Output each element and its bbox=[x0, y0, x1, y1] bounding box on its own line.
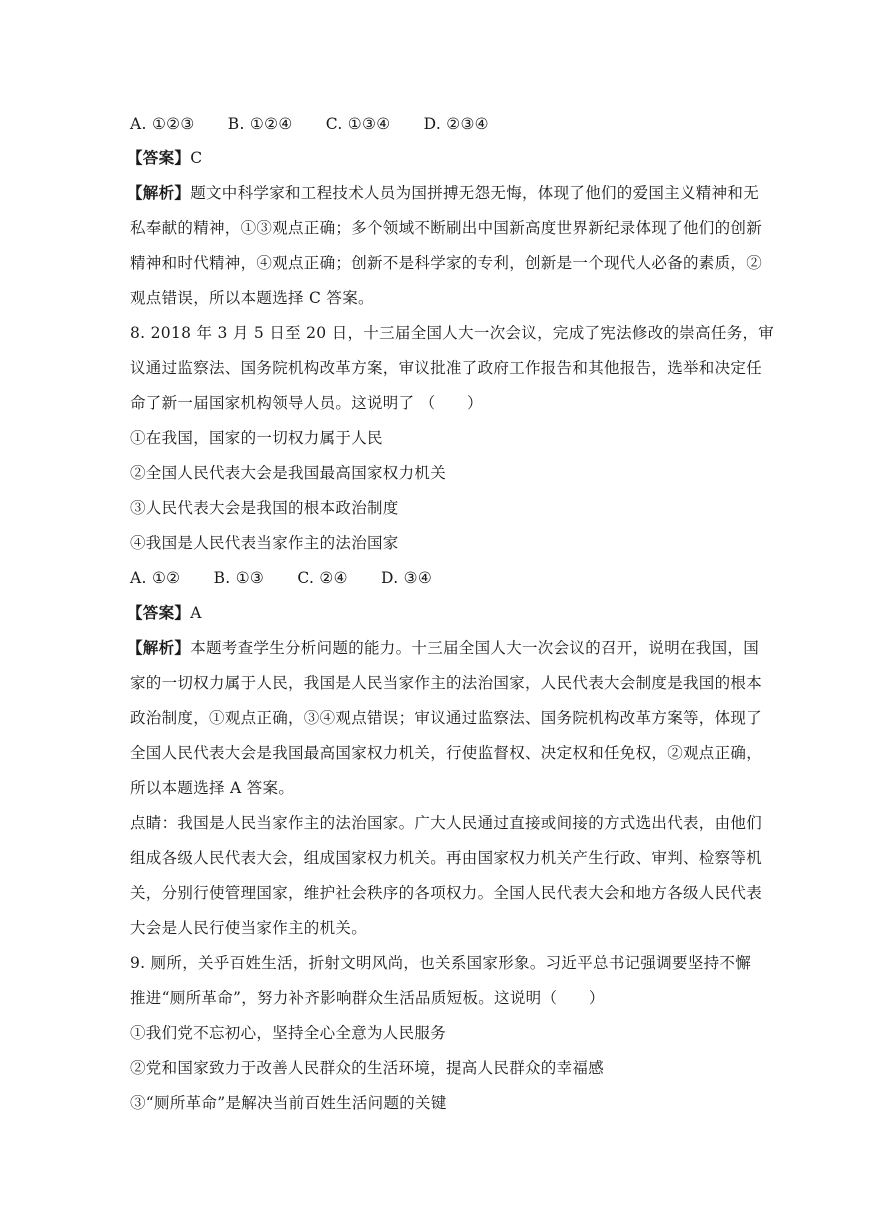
q8-stem-line-1: 8. 2018 年 3 月 5 日至 20 日，十三届全国人大一次会议，完成了宪法修改的崇高任务，审 bbox=[130, 324, 775, 342]
q8-option-c: C. ②④ bbox=[297, 569, 348, 587]
q7-answer-value: C bbox=[190, 149, 203, 167]
q8-statement-4: ④我国是人民代表当家作主的法治国家 bbox=[130, 534, 399, 552]
q7-option-b: B. ①②④ bbox=[227, 115, 293, 133]
q7-analysis-line-2: 私奉献的精神，①③观点正确；多个领域不断刷出中国新高度世界新纪录体现了他们的创新 bbox=[130, 219, 763, 237]
q7-analysis-line-4: 观点错误，所以本题选择 C 答案。 bbox=[130, 289, 374, 307]
q8-statement-1: ①在我国，国家的一切权力属于人民 bbox=[130, 429, 383, 447]
q7-options bbox=[130, 114, 517, 134]
q7-analysis-line-3: 精神和时代精神，④观点正确；创新不是科学家的专利，创新是一个现代人必备的素质，② bbox=[130, 254, 763, 272]
q7-option-c: C. ①③④ bbox=[325, 115, 391, 133]
q9-stem-line-2: 推进“厕所革命”，努力补齐影响群众生活品质短板。这说明（ ） bbox=[130, 989, 605, 1007]
q8-tip-line-4: 大会是人民行使当家作主的机关。 bbox=[130, 919, 368, 937]
q8-options bbox=[130, 568, 460, 588]
q9-statement-3: ③“厕所革命”是解决当前百姓生活问题的关键 bbox=[130, 1094, 447, 1112]
q8-stem-line-3: 命了新一届国家机构领导人员。这说明了 （ ） bbox=[130, 394, 483, 412]
q8-option-d: D. ③④ bbox=[381, 569, 433, 587]
q8-tip-line-3: 关，分别行使管理国家，维护社会秩序的各项权力。全国人民代表大会和地方各级人民代表 bbox=[130, 884, 763, 902]
q8-option-a: A. ①② bbox=[130, 569, 181, 587]
q8-analysis-line-1: 【解析】本题考查学生分析问题的能力。十三届全国人大一次会议的召开，说明在我国，国 bbox=[127, 638, 760, 657]
q8-analysis-line-3: 政治制度，①观点正确，③④观点错误；审议通过监察法、国务院机构改革方案等，体现了 bbox=[130, 709, 763, 727]
q8-option-b: B. ①③ bbox=[213, 569, 265, 587]
q7-option-d: D. ②③④ bbox=[423, 115, 489, 133]
q8-answer-label: 【答案】 bbox=[127, 603, 191, 622]
q8-analysis-label: 【解析】 bbox=[127, 638, 191, 657]
q8-statement-2: ②全国人民代表大会是我国最高国家权力机关 bbox=[130, 464, 447, 482]
q8-analysis-line-5: 所以本题选择 A 答案。 bbox=[130, 779, 295, 797]
q8-stem-line-2: 议通过监察法、国务院机构改革方案，审议批准了政府工作报告和其他报告，选举和决定任 bbox=[130, 359, 763, 377]
q8-answer-value: A bbox=[190, 604, 202, 622]
q8-answer bbox=[127, 603, 202, 623]
q9-statement-2: ②党和国家致力于改善人民群众的生活环境，提高人民群众的幸福感 bbox=[130, 1059, 605, 1077]
q8-analysis-line-4: 全国人民代表大会是我国最高国家权力机关，行使监督权、决定权和任免权，②观点正确， bbox=[130, 744, 763, 762]
q7-answer bbox=[127, 148, 202, 168]
q8-tip-line-1: 点睛：我国是人民当家作主的法治国家。广大人民通过直接或间接的方式选出代表，由他们 bbox=[130, 814, 763, 832]
q7-analysis-label: 【解析】 bbox=[127, 183, 191, 202]
q8-analysis-line-2: 家的一切权力属于人民，我国是人民当家作主的法治国家，人民代表大会制度是我国的根本 bbox=[130, 674, 763, 692]
q7-analysis-line-1: 【解析】题文中科学家和工程技术人员为国拼搏无怨无悔，体现了他们的爱国主义精神和无 bbox=[127, 183, 760, 202]
q7-answer-label: 【答案】 bbox=[127, 148, 191, 167]
q9-stem-line-1: 9. 厕所，关乎百姓生活，折射文明风尚，也关系国家形象。习近平总书记强调要坚持不懈 bbox=[130, 954, 752, 972]
q8-statement-3: ③人民代表大会是我国的根本政治制度 bbox=[130, 499, 399, 517]
q8-tip-line-2: 组成各级人民代表大会，组成国家权力机关。再由国家权力机关产生行政、审判、检察等机 bbox=[130, 849, 763, 867]
q9-statement-1: ①我们党不忘初心，坚持全心全意为人民服务 bbox=[130, 1024, 447, 1042]
q7-option-a: A. ①②③ bbox=[130, 115, 195, 133]
